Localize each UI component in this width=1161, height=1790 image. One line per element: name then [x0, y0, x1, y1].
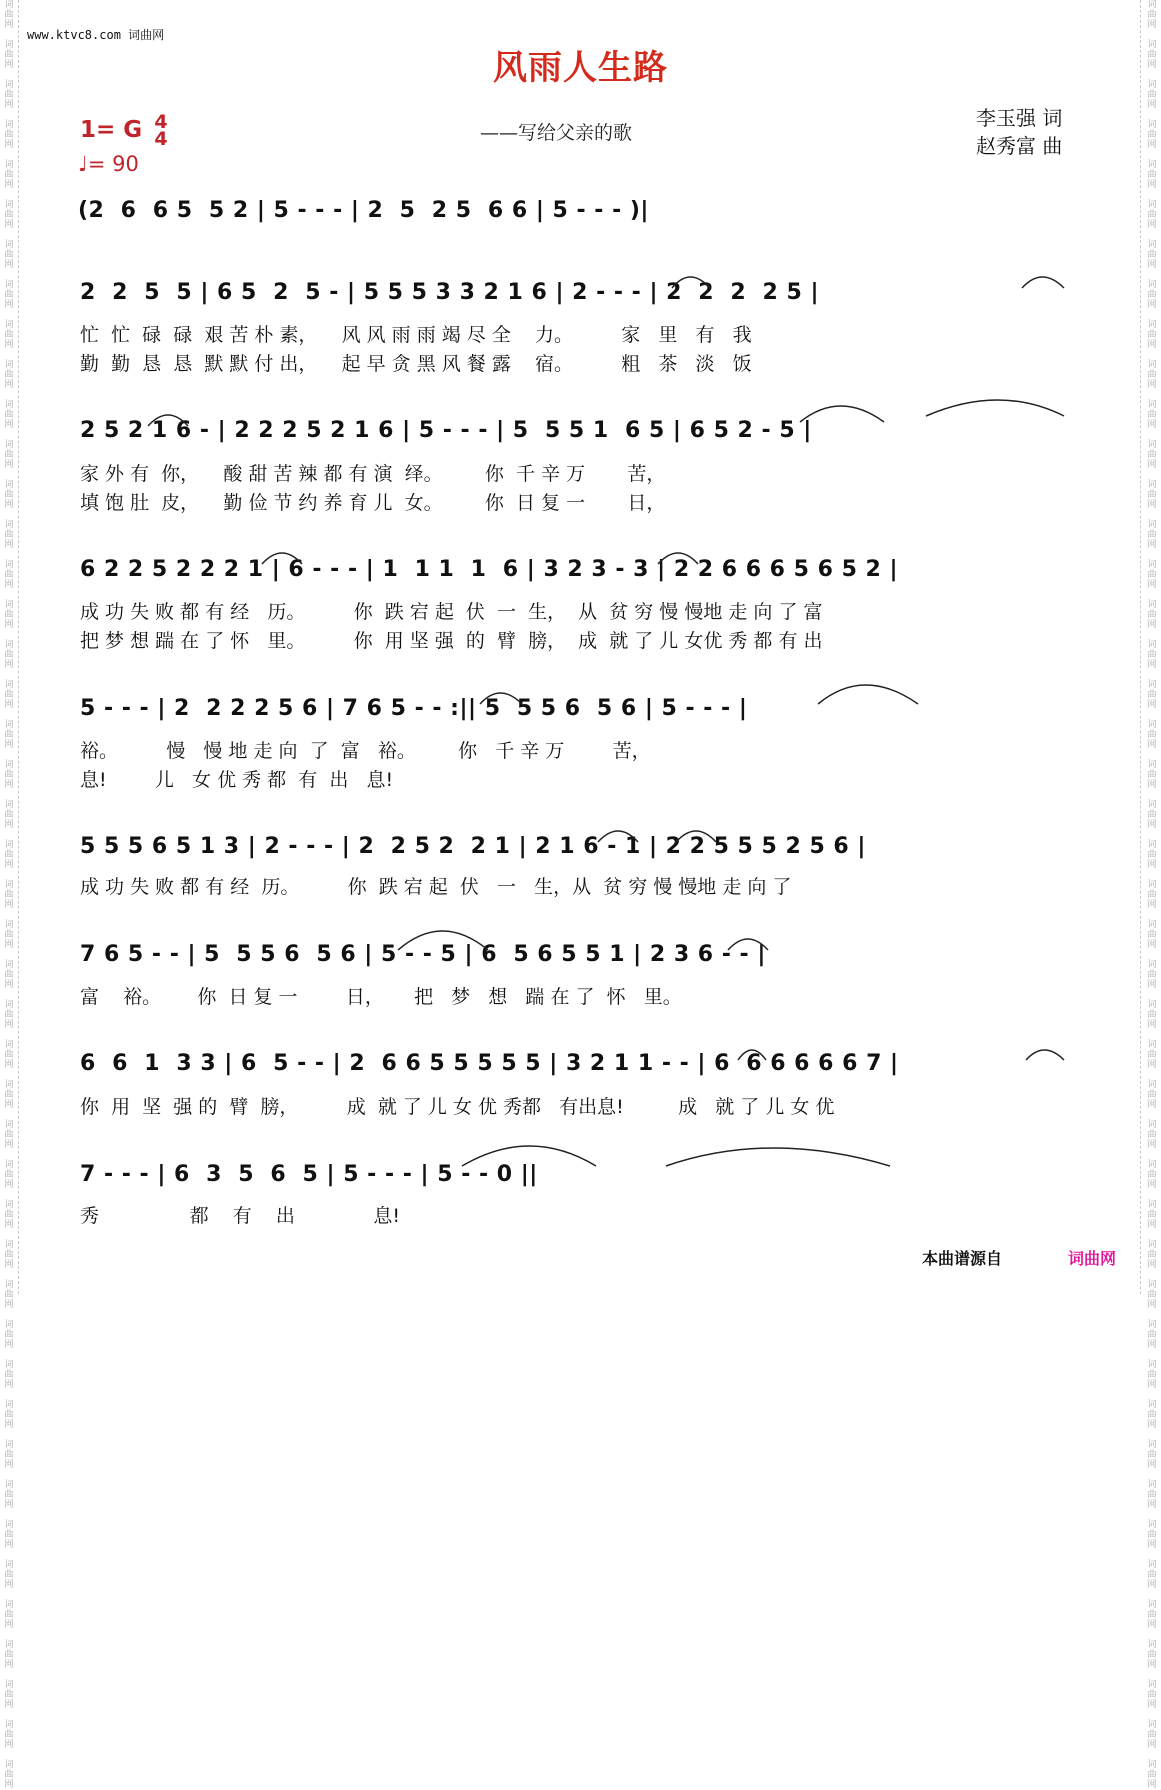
- tempo-value: = 90: [87, 152, 139, 176]
- slur: [728, 939, 768, 950]
- source-site-link[interactable]: 词曲网: [1068, 1249, 1117, 1268]
- notation-line-2: 2 2 5 5 | 6 5 2 5 - | 5 5 5 3 3 2 1 6 | 2 - - - | 2 2 2 2 5 |: [80, 280, 820, 305]
- notation-line-9: 7 - - - | 6 3 5 6 5 | 5 - - - | 5 - - 0 ||: [80, 1162, 538, 1187]
- lyric-line-5a: 裕。 慢 慢 地 走 向 了 富 裕。 你 千 辛 万 苦，: [80, 740, 651, 762]
- slur: [676, 831, 716, 842]
- lyric-line-2b: 勤 勤 恳 恳 默 默 付 出， 起 早 贪 黑 风 餐 露 宿。 粗 茶 淡 饭: [80, 353, 752, 375]
- lyric-line-7a: 富 裕。 你 日 复 一 日， 把 梦 想 踹 在 了 怀 里。: [80, 986, 682, 1008]
- left-watermark-strip: 词 曲 网 词 曲 网 词 曲 网 词 曲 网 词 曲 网 词 曲 网 词 曲 网 词 曲 网 词 曲 网 词 曲 网 词 曲 网 词 曲 网 词 曲 网 词 曲 网 词 曲 网 词 曲 网 词 曲 网 词 曲 网 词 曲 网 词 曲 网 词 曲 网 词 曲 网 词 曲 网 词 曲 网 词 曲 网 词 曲 网 词 曲 网 词 曲 网 词 曲 网 词 曲 网 词 曲 网 词 曲 网 词 曲 网 词 曲 网 词 曲 网 词 曲 网 词 曲 网 词 曲 网 词 曲 网 词 曲 网 词 曲 网 词 曲 网 词 曲 网 词 曲 网 词 曲 网: [4, 0, 14, 1790]
- key-signature: 1= G: [80, 117, 143, 143]
- slur: [800, 406, 884, 422]
- slur: [1022, 277, 1064, 288]
- notation-line-4: 6 2 2 5 2 2 2 1 | 6 - - - | 1 1 1 1 6 | 3 2 3 - 3 | 2 2 6 6 6 5 6 5 2 |: [80, 557, 899, 582]
- lyric-line-8a: 你 用 坚 强 的 臂 膀， 成 就 了 儿 女 优 秀都 有出息! 成 就 了 儿 女 优: [80, 1096, 835, 1118]
- song-title: 风雨人生路: [493, 48, 668, 88]
- quarter-note-icon: ♩: [78, 152, 88, 176]
- notation-line-6: 5 5 5 6 5 1 3 | 2 - - - | 2 2 5 2 2 1 | 2 1 6 - 1 | 2 2 5 5 5 2 5 6 |: [80, 834, 866, 859]
- composer-credit: 赵秀富 曲: [976, 134, 1063, 158]
- slur: [480, 693, 522, 704]
- lyric-line-4b: 把 梦 想 踹 在 了 怀 里。 你 用 坚 强 的 臂 膀， 成 就 了 儿 女优 秀 都 有 出: [80, 630, 823, 652]
- slur: [598, 831, 638, 842]
- lyric-line-9a: 秀 都 有 出 息!: [80, 1205, 401, 1227]
- lyric-line-6a: 成 功 失 败 都 有 经 历。 你 跌 宕 起 伏 一 生，从 贫 穷 慢 慢地 走 向 了: [80, 876, 792, 898]
- time-signature-bottom: 4: [154, 128, 168, 150]
- slur: [658, 553, 698, 564]
- notation-line-5: 5 - - - | 2 2 2 2 5 6 | 7 6 5 - - :|| 5 5 5 6 5 6 | 5 - - - |: [80, 696, 748, 721]
- right-watermark-strip: 词 曲 网 词 曲 网 词 曲 网 词 曲 网 词 曲 网 词 曲 网 词 曲 网 词 曲 网 词 曲 网 词 曲 网 词 曲 网 词 曲 网 词 曲 网 词 曲 网 词 曲 网 词 曲 网 词 曲 网 词 曲 网 词 曲 网 词 曲 网 词 曲 网 词 曲 网 词 曲 网 词 曲 网 词 曲 网 词 曲 网 词 曲 网 词 曲 网 词 曲 网 词 曲 网 词 曲 网 词 曲 网 词 曲 网 词 曲 网 词 曲 网 词 曲 网 词 曲 网 词 曲 网 词 曲 网 词 曲 网 词 曲 网 词 曲 网 词 曲 网 词 曲 网 词 曲 网: [1147, 0, 1157, 1790]
- slur: [462, 1146, 596, 1166]
- song-subtitle: ——写给父亲的歌: [480, 122, 633, 144]
- time-signature-top: 4: [154, 111, 168, 133]
- slur: [262, 553, 302, 564]
- slur: [672, 277, 710, 288]
- lyricist-credit: 李玉强 词: [976, 106, 1063, 130]
- lyric-line-2a: 忙 忙 碌 碌 艰 苦 朴 素， 风 风 雨 雨 竭 尽 全 力。 家 里 有 我: [80, 324, 752, 346]
- notation-line-1: (2 6 6 5 5 2 | 5 - - - | 2 5 2 5 6 6 | 5 - - - )|: [78, 198, 649, 223]
- source-label: 本曲谱源自: [922, 1249, 1003, 1268]
- lyric-line-5b: 息! 儿 女 优 秀 都 有 出 息!: [80, 769, 394, 791]
- slur: [148, 415, 188, 426]
- slur: [818, 685, 918, 704]
- lyric-line-3a: 家 外 有 你， 酸 甜 苦 辣 都 有 演 绎。 你 千 辛 万 苦，: [80, 463, 666, 485]
- notation-line-3: 2 5 2 1 6 - | 2 2 2 5 2 1 6 | 5 - - - | 5 5 5 1 6 5 | 6 5 2 - 5 |: [80, 418, 812, 443]
- slur: [738, 1050, 766, 1060]
- slur: [666, 1148, 890, 1166]
- lyric-line-4a: 成 功 失 败 都 有 经 历。 你 跌 宕 起 伏 一 生， 从 贫 穷 慢 慢地 走 向 了 富: [80, 601, 823, 623]
- slur: [398, 931, 488, 950]
- slur: [1026, 1050, 1064, 1060]
- slur: [926, 400, 1064, 416]
- notation-line-8: 6 6 1 3 3 | 6 5 - - | 2 6 6 5 5 5 5 5 | 3 2 1 1 - - | 6 6 6 6 6 6 7 |: [80, 1051, 899, 1076]
- site-url: www.ktvc8.com 词曲网: [27, 28, 165, 42]
- notation-line-7: 7 6 5 - - | 5 5 5 6 5 6 | 5 - - 5 | 6 5 6 5 5 1 | 2 3 6 - - |: [80, 942, 766, 967]
- lyric-line-3b: 填 饱 肚 皮， 勤 俭 节 约 养 育 儿 女。 你 日 复 一 日，: [80, 492, 666, 514]
